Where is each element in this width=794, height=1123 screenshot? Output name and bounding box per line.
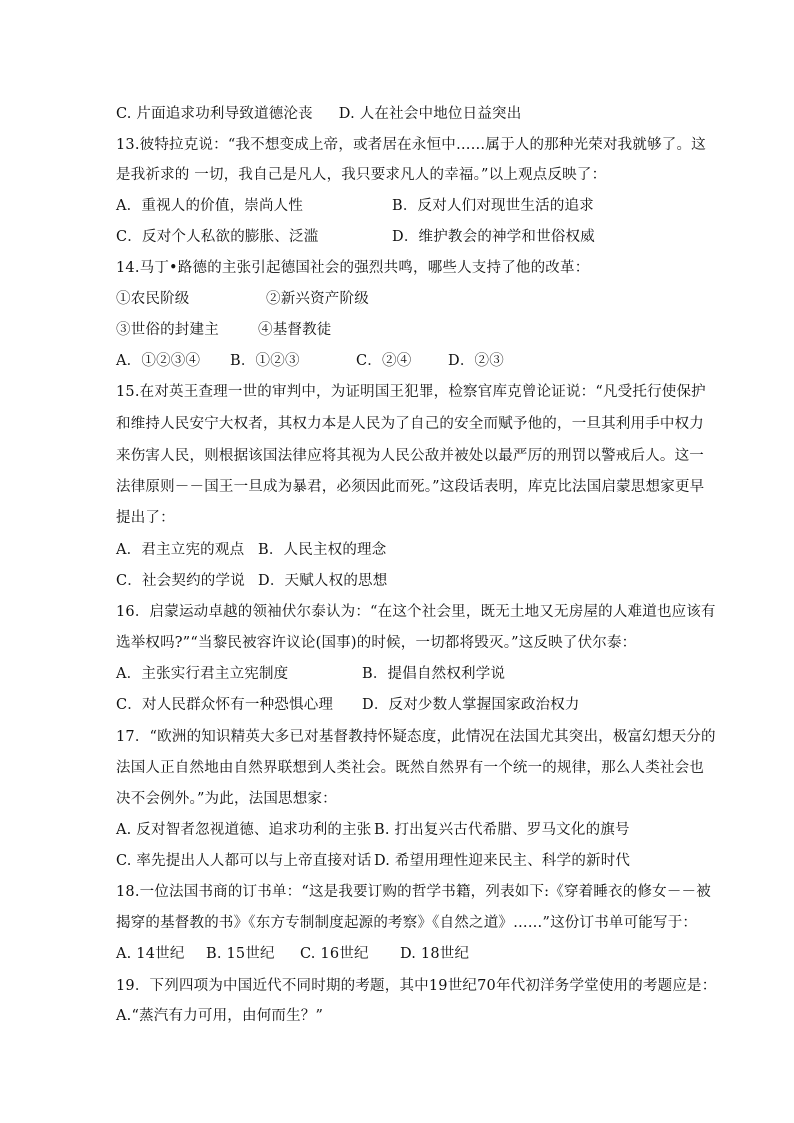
q14-item-1: ①农民阶级 <box>116 291 190 307</box>
q19-stem: 19．下列四项为中国近代不同时期的考题，其中19世纪70年代初洋务学堂使用的考题应是： <box>116 978 717 994</box>
q15-stem-line-3: 来伤害人民，则根据该国法律应将其视为人民公敌并被处以最严厉的刑罚以警戒后人。这一 <box>116 448 704 464</box>
q16-option-a: A．主张实行君主立宪制度 <box>116 666 289 682</box>
q14-item-2: ②新兴资产阶级 <box>266 291 369 307</box>
q15-options-ab <box>116 540 386 560</box>
q12-options-cd <box>116 104 521 124</box>
q15-options-cd <box>116 571 387 591</box>
q13-options-ab <box>116 196 594 216</box>
q13-option-c: C．反对个人私欲的膨胀、泛滥 <box>116 229 319 245</box>
q14-stem: 14.马丁•路德的主张引起德国社会的强烈共鸣，哪些人支持了他的改革： <box>116 260 590 276</box>
q14-option-b: B．①②③ <box>230 353 300 369</box>
q18-option-c: C. 16世纪 <box>300 946 369 962</box>
q16-options-cd <box>116 695 580 715</box>
q17-option-d: D. 希望用理性迎来民主、科学的新时代 <box>374 853 631 869</box>
q17-options-cd <box>116 851 630 871</box>
q13-option-d: D．维护教会的神学和世俗权威 <box>392 229 595 245</box>
q16-option-b: B．提倡自然权利学说 <box>362 666 506 682</box>
q14-option-d: D．②③ <box>448 353 504 369</box>
q18-options <box>116 944 469 964</box>
q13-stem-line-2: 是我祈求的 一切，我自己是凡人，我只要求凡人的幸福。”以上观点反映了： <box>116 167 607 183</box>
q17-options-ab <box>116 820 630 840</box>
q12-option-c: C. 片面追求功利导致道德沦丧 <box>116 106 313 122</box>
q18-option-d: D. 18世纪 <box>400 946 470 962</box>
q15-option-d: D．天赋人权的思想 <box>258 573 388 589</box>
q14-item-3: ③世俗的封建主 <box>116 322 219 338</box>
q19-option-a: A.“蒸汽有力可用，由何而生？” <box>116 1008 324 1024</box>
q12-option-d: D. 人在社会中地位日益突出 <box>338 106 522 122</box>
q13-option-a: A．重视人的价值，崇尚人性 <box>116 198 304 214</box>
q14-items-12 <box>116 289 369 309</box>
q13-option-b: B．反对人们对现世生活的追求 <box>392 198 594 214</box>
q18-option-a: A. 14世纪 <box>116 946 185 962</box>
q18-stem-line-1: 18.一位法国书商的订书单：“这是我要订购的哲学书籍，列表如下:《穿着睡衣的修女－－被 <box>116 884 711 900</box>
q13-options-cd <box>116 227 595 247</box>
q14-option-c: C．②④ <box>356 353 412 369</box>
q14-items-34 <box>116 320 332 340</box>
q15-option-a: A．君主立宪的观点 <box>116 542 245 558</box>
q17-option-b: B. 打出复兴古代希腊、罗马文化的旗号 <box>374 822 630 838</box>
q16-option-d: D．反对少数人掌握国家政治权力 <box>362 697 580 713</box>
q16-options-ab <box>116 664 505 684</box>
q14-options <box>116 351 504 371</box>
q17-option-a: A. 反对智者忽视道德、追求功利的主张 <box>116 822 372 838</box>
q14-option-a: A．①②③④ <box>116 353 201 369</box>
q15-option-b: B．人民主权的理念 <box>258 542 387 558</box>
q15-stem-line-5: 提出了： <box>116 510 175 526</box>
q16-stem-line-1: 16．启蒙运动卓越的领袖伏尔泰认为：“在这个社会里，既无土地又无房屋的人难道也应该有 <box>116 604 716 620</box>
q15-stem-line-1: 15.在对英王查理一世的审判中，为证明国王犯罪，检察官库克曾论证说：“凡受托行使保护 <box>116 384 706 400</box>
q17-stem-line-1: 17．“欧洲的知识精英大多已对基督教持怀疑态度，此情况在法国尤其突出，极富幻想天分的 <box>116 729 716 745</box>
q13-stem-line-1: 13.彼特拉克说：“我不想变成上帝，或者居在永恒中……属于人的那种光荣对我就够了。这 <box>116 137 706 153</box>
q16-option-c: C．对人民群众怀有一种恐惧心理 <box>116 697 334 713</box>
q17-stem-line-3: 决不会例外。”为此，法国思想家： <box>116 791 337 807</box>
q15-stem-line-2: 和维持人民安宁大权者，其权力本是人民为了自己的安全而赋予他的，一旦其利用手中权力 <box>116 416 704 432</box>
q15-stem-line-4: 法律原则－－国王一旦成为暴君，必须因此而死。”这段话表明，库克比法国启蒙思想家更早 <box>116 479 705 495</box>
q15-option-c: C．社会契约的学说 <box>116 573 245 589</box>
q18-option-b: B. 15世纪 <box>206 946 275 962</box>
q17-option-c: C. 率先提出人人都可以与上帝直接对话 <box>116 853 372 869</box>
q18-stem-line-2: 揭穿的基督教的书》《东方专制制度起源的考察》《自然之道》……”这份订书单可能写于： <box>116 915 698 931</box>
q17-stem-line-2: 法国人正自然地由自然界联想到人类社会。既然自然界有一个统一的规律，那么人类社会也 <box>116 760 704 776</box>
q16-stem-line-2: 选举权吗?”“当黎民被容许议论(国事)的时候，一切都将毁灭。”这反映了伏尔泰： <box>116 635 637 651</box>
q14-item-4: ④基督教徒 <box>258 322 332 338</box>
